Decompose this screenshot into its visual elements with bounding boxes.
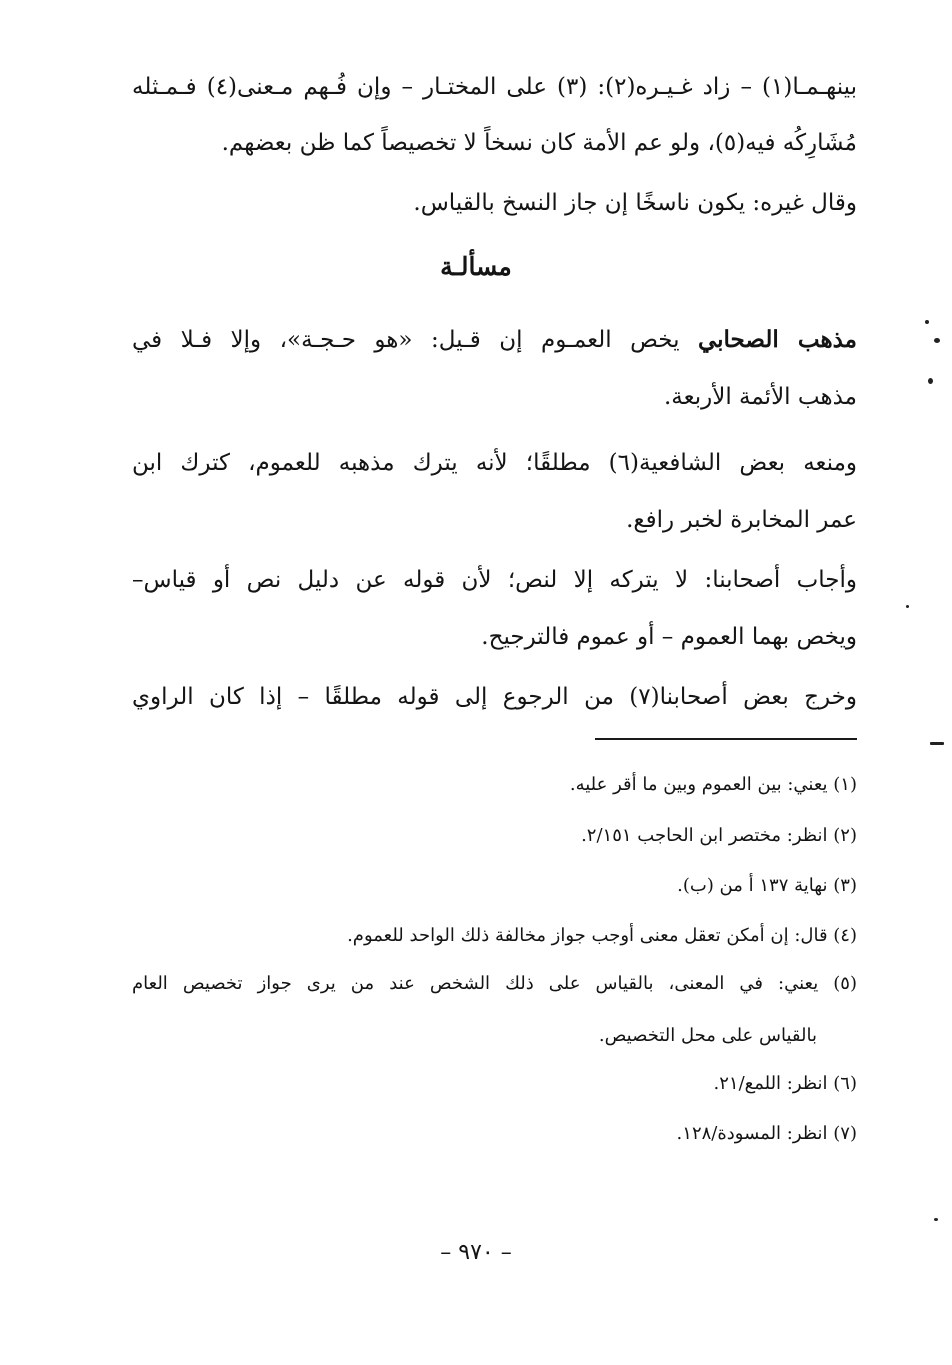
paragraph-1-line-1 — [132, 323, 857, 357]
section-heading: مسألـة — [440, 252, 512, 281]
scan-speck — [934, 1218, 938, 1221]
scan-speck — [934, 338, 940, 343]
paragraph-1-lead: مذهب الصحابي — [697, 326, 857, 353]
footnote-separator — [595, 738, 857, 740]
body-line-1: بينهـمـا(١) – زاد غـيـره(٢): (٣) على المختـار – وإن فُـهم مـعنى(٤) فـمـثله — [132, 74, 857, 100]
scan-speck — [928, 378, 933, 384]
footnote-5: (٥) يعني: في المعنى، بالقياس على ذلك الشخص عند من يرى جواز تخصيص العام — [132, 973, 857, 994]
paragraph-4-line-1: وخرج بعض أصحابنا(٧) من الرجوع إلى قوله مطلقًا – إذا كان الراوي — [132, 684, 857, 710]
body-line-3: وقال غيره: يكون ناسخًا إن جاز النسخ بالقياس. — [413, 190, 857, 216]
scan-speck — [930, 742, 944, 745]
footnote-1: (١) يعني: بين العموم وبين ما أقر عليه. — [569, 774, 857, 795]
footnote-6: (٦) انظر: اللمع/٢١. — [713, 1073, 857, 1094]
paragraph-1-line-2: مذهب الأئمة الأربعة. — [663, 384, 857, 410]
footnote-3: (٣) نهاية ١٣٧ أ من (ب). — [677, 875, 857, 896]
footnote-7: (٧) انظر: المسودة/١٢٨. — [676, 1123, 857, 1144]
paragraph-2-line-1: ومنعه بعض الشافعية(٦) مطلقًا؛ لأنه يترك مذهبه للعموم، كترك ابن — [132, 450, 857, 476]
footnote-5-continuation: بالقياس على محل التخصيص. — [598, 1025, 817, 1046]
paragraph-2-line-2: عمر المخابرة لخبر رافع. — [626, 507, 857, 533]
paragraph-3-line-1: وأجاب أصحابنا: لا يتركه إلا لنص؛ لأن قوله عن دليل نص أو قياس– — [132, 567, 857, 593]
scan-speck — [906, 605, 909, 608]
footnote-2: (٢) انظر: مختصر ابن الحاجب ٢/١٥١. — [581, 825, 857, 846]
footnote-4: (٤) قال: إن أمكن تعقل معنى أوجب جواز مخالفة ذلك الواحد للعموم. — [347, 925, 857, 946]
scan-speck — [925, 320, 929, 324]
paragraph-1-line-1-rest: يخص العمـوم إن قـيل: «هو حـجـة»، وإلا فـلا في — [132, 327, 698, 353]
paragraph-3-line-2: ويخص بهما العموم – أو عموم فالترجيح. — [481, 624, 857, 650]
body-line-2: مُشَارِكُه فيه(٥)، ولو عم الأمة كان نسخاً لا تخصيصاً كما ظن بعضهم. — [221, 130, 857, 156]
page-number: – ٩٧٠ – — [440, 1240, 512, 1265]
